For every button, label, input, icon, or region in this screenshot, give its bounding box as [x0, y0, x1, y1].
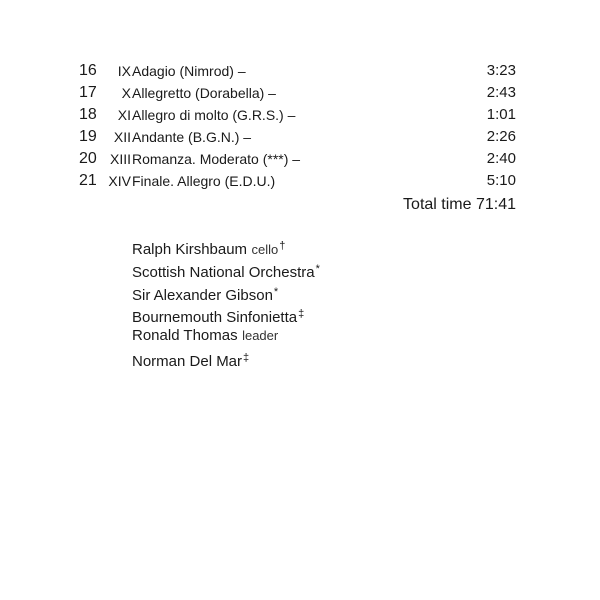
credit-line — [132, 281, 532, 304]
track-row — [79, 104, 519, 126]
movement-number: XI — [117, 107, 131, 123]
track-number: 20 — [79, 150, 97, 167]
track-duration: 2:26 — [486, 128, 516, 145]
performer-role: leader — [242, 328, 279, 343]
footnote-mark: ‡ — [243, 352, 250, 364]
track-number: 19 — [79, 128, 97, 145]
performer-name: Bournemouth Sinfonietta — [132, 309, 298, 326]
performer-name: Ralph Kirshbaum — [132, 241, 248, 258]
performer-credits — [132, 234, 532, 370]
credit-line — [132, 234, 532, 258]
track-row — [79, 82, 519, 104]
credit-line — [132, 325, 532, 346]
track-title: Allegretto (Dorabella) – — [132, 85, 276, 101]
track-duration: 2:40 — [486, 150, 516, 167]
credit-line — [132, 304, 532, 325]
footnote-mark: * — [315, 263, 320, 275]
track-row — [79, 170, 519, 192]
movement-number: XIV — [108, 173, 131, 189]
footnote-mark: * — [273, 286, 279, 298]
track-duration: 3:23 — [486, 62, 516, 79]
performer-name: Scottish National Orchestra — [132, 264, 315, 281]
credit-line — [132, 258, 532, 281]
track-row — [79, 60, 519, 82]
footnote-mark: † — [279, 240, 286, 252]
performer-name: Norman Del Mar — [132, 353, 243, 370]
movement-number: XIII — [109, 151, 131, 167]
performer-role: cello — [251, 242, 279, 257]
track-row — [79, 148, 519, 170]
performer-name: Ronald Thomas — [132, 327, 238, 344]
track-number: 16 — [79, 62, 97, 79]
track-title: Andante (B.G.N.) – — [132, 129, 252, 145]
track-duration: 1:01 — [486, 106, 516, 123]
track-number: 21 — [79, 172, 97, 189]
track-title: Allegro di molto (G.R.S.) – — [132, 107, 296, 123]
movement-number: XII — [113, 129, 131, 145]
credit-line — [132, 346, 532, 370]
movement-number: X — [121, 85, 131, 101]
track-title: Finale. Allegro (E.D.U.) — [132, 173, 276, 189]
track-duration: 5:10 — [486, 172, 516, 189]
total-time: Total time 71:41 — [403, 196, 516, 213]
track-list — [79, 60, 519, 218]
track-row — [79, 126, 519, 148]
track-number: 17 — [79, 84, 97, 101]
track-title: Romanza. Moderato (***) – — [132, 151, 301, 167]
performer-name: Sir Alexander Gibson — [132, 287, 273, 304]
movement-number: IX — [117, 63, 131, 79]
track-number: 18 — [79, 106, 97, 123]
track-duration: 2:43 — [486, 84, 516, 101]
track-title: Adagio (Nimrod) – — [132, 63, 246, 79]
footnote-mark: ‡ — [298, 308, 305, 320]
